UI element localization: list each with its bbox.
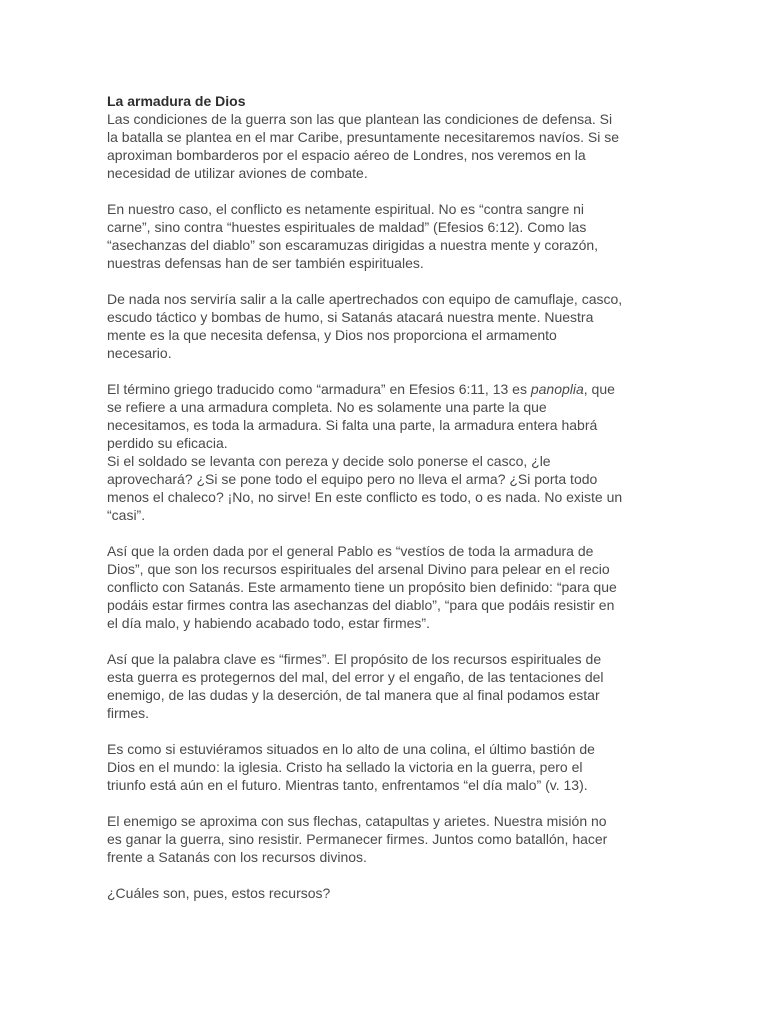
text-line: mente es la que necesita defensa, y Dios nos proporciona el armamento	[107, 327, 557, 343]
text-line: necesidad de utilizar aviones de combate.	[107, 165, 368, 181]
text-line: Las condiciones de la guerra son las que plantean las condiciones de defensa. Si	[107, 111, 613, 127]
text-line: aproximan bombarderos por el espacio aéreo de Londres, nos veremos en la	[107, 147, 586, 163]
text-line: Así que la orden dada por el general Pablo es “vestíos de toda la armadura de	[107, 543, 594, 559]
text-line: Dios”, que son los recursos espirituales del arsenal Divino para pelear en el recio	[107, 561, 610, 577]
text-line: Dios en el mundo: la iglesia. Cristo ha sellado la victoria en la guerra, pero el	[107, 759, 583, 775]
text-line: necesario.	[107, 345, 172, 361]
text-line: es ganar la guerra, sino resistir. Permanecer firmes. Juntos como batallón, hacer	[107, 831, 608, 847]
paragraph	[107, 884, 622, 902]
text-line: se refiere a una armadura completa. No es solamente una parte la que	[107, 399, 547, 415]
text-line: ¿Cuáles son, pues, estos recursos?	[107, 885, 331, 901]
italic-term: panoplia	[530, 381, 584, 397]
paragraph	[107, 110, 622, 182]
text-segment: , que	[583, 381, 615, 397]
text-line: escudo táctico y bombas de humo, si Satanás atacará nuestra mente. Nuestra	[107, 309, 594, 325]
paragraphs	[107, 110, 622, 902]
document-body	[107, 92, 622, 920]
text-line: menos el chaleco? ¡No, no sirve! En este conflicto es todo, o es nada. No existe un	[107, 489, 623, 505]
text-line: “casi”.	[107, 507, 146, 523]
text-line: Es como si estuviéramos situados en lo alto de una colina, el último bastión de	[107, 741, 595, 757]
text-line	[107, 380, 622, 398]
paragraph	[107, 200, 622, 272]
paragraph	[107, 380, 622, 524]
text-line: aprovechará? ¿Si se pone todo el equipo pero no lleva el arma? ¿Si porta todo	[107, 471, 598, 487]
text-line: nuestras defensas han de ser también espirituales.	[107, 255, 424, 271]
text-line: esta guerra es protegernos del mal, del error y el engaño, de las tentaciones del	[107, 669, 604, 685]
paragraph	[107, 812, 622, 866]
text-line: conflicto con Satanás. Este armamento tiene un propósito bien definido: “para que	[107, 579, 617, 595]
text-line: Si el soldado se levanta con pereza y decide solo ponerse el casco, ¿le	[107, 453, 551, 469]
text-line: podáis estar firmes contra las asechanzas del diablo”, “para que podáis resistir en	[107, 597, 615, 613]
document-title: La armadura de Dios	[107, 93, 246, 109]
paragraph	[107, 650, 622, 722]
text-line: enemigo, de las dudas y la deserción, de tal manera que al final podamos estar	[107, 687, 600, 703]
paragraph	[107, 290, 622, 362]
text-line: De nada nos serviría salir a la calle apertrechados con equipo de camuflaje, casco,	[107, 291, 623, 307]
paragraph	[107, 542, 622, 632]
text-line: firmes.	[107, 705, 149, 721]
text-line: perdido su eficacia.	[107, 435, 228, 451]
text-line: Así que la palabra clave es “firmes”. El propósito de los recursos espirituales de	[107, 651, 602, 667]
text-line: el día malo, y habiendo acabado todo, estar firmes”.	[107, 615, 430, 631]
text-segment: El término griego traducido como “armadura” en Efesios 6:11, 13 es	[107, 381, 531, 397]
text-line: En nuestro caso, el conflicto es netamente espiritual. No es “contra sangre ni	[107, 201, 585, 217]
text-line: necesitamos, es toda la armadura. Si falta una parte, la armadura entera habrá	[107, 417, 598, 433]
text-line: “asechanzas del diablo” son escaramuzas dirigidas a nuestra mente y corazón,	[107, 237, 599, 253]
text-line: carne”, sino contra “huestes espirituales de maldad” (Efesios 6:12). Como las	[107, 219, 587, 235]
text-line: triunfo está aún en el futuro. Mientras tanto, enfrentamos “el día malo” (v. 13).	[107, 777, 588, 793]
paragraph	[107, 740, 622, 794]
text-line: la batalla se plantea en el mar Caribe, presuntamente necesitaremos navíos. Si se	[107, 129, 620, 145]
text-line: El enemigo se aproxima con sus flechas, catapultas y arietes. Nuestra misión no	[107, 813, 607, 829]
text-line: frente a Satanás con los recursos divinos.	[107, 849, 367, 865]
